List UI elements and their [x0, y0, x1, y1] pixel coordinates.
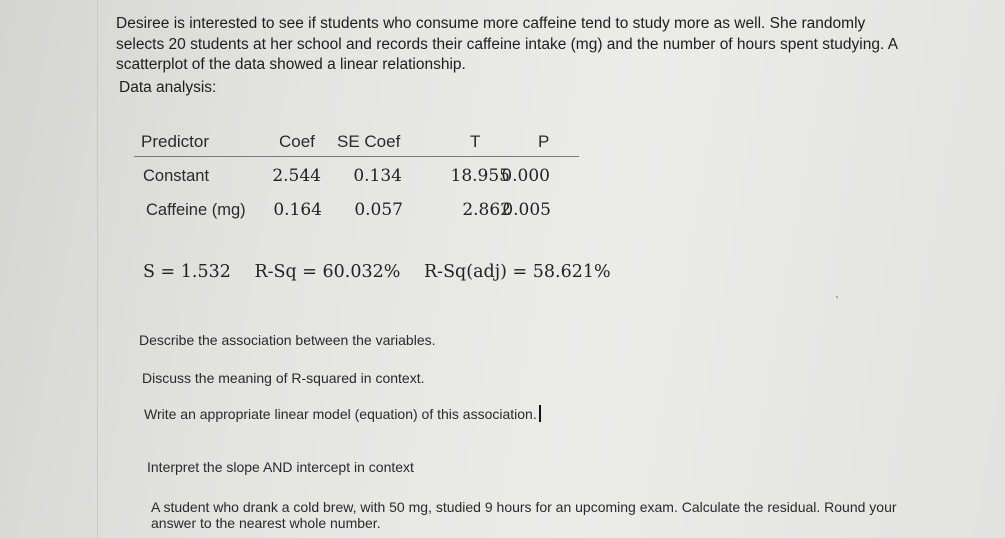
row-coef: 0.164 [273, 200, 322, 220]
question-residual: A student who drank a cold brew, with 50 mg, studied 9 hours for an upcoming exam. Calculate the residual. Round your answer to the nearest whole number. [151, 499, 897, 531]
header-se-coef: SE Coef [337, 132, 401, 151]
row-t: 18.955 [450, 166, 510, 186]
row-p: 0.005 [502, 200, 551, 220]
intro-line-1: Desiree is interested to see if students who consume more caffeine tend to study more as well. She randomly [116, 15, 866, 32]
row-coef: 2.544 [272, 166, 321, 186]
question-slope-intercept: Interpret the slope AND intercept in context [147, 459, 414, 475]
table-row [134, 157, 579, 193]
data-analysis-label: Data analysis: [119, 79, 217, 96]
text-cursor [539, 405, 541, 422]
table-header-row [134, 130, 579, 157]
speck-mark [836, 296, 838, 298]
stat-s: S = 1.532 [143, 262, 231, 282]
problem-intro [116, 14, 936, 76]
question-linear-model-text: Write an appropriate linear model (equation) of this association. [144, 406, 537, 422]
row-predictor: Caffeine (mg) [146, 201, 246, 219]
row-se-coef: 0.134 [353, 166, 402, 186]
header-coef: Coef [279, 132, 315, 151]
table-row [134, 193, 579, 229]
row-se-coef: 0.057 [354, 200, 403, 220]
stat-r-squared-adj: R-Sq(adj) = 58.621% [423, 262, 611, 282]
regression-table [134, 130, 579, 229]
stat-r-squared: R-Sq = 60.032% [254, 262, 401, 282]
page-margin-line [97, 0, 98, 538]
header-predictor: Predictor [141, 132, 210, 151]
row-t: 2.862 [462, 200, 511, 220]
row-predictor: Constant [143, 167, 210, 185]
question-r-squared: Discuss the meaning of R-squared in context. [142, 370, 425, 386]
model-summary-stats [143, 262, 611, 282]
intro-line-3: scatterplot of the data showed a linear relationship. [116, 56, 466, 73]
header-p: P [538, 132, 550, 151]
intro-line-2: selects 20 students at her school and records their caffeine intake (mg) and the number of hours spent studying. A [116, 35, 899, 53]
question-linear-model [144, 405, 541, 422]
row-p: 0.000 [501, 166, 550, 186]
header-t: T [470, 132, 481, 151]
question-association: Describe the association between the variables. [139, 332, 436, 348]
